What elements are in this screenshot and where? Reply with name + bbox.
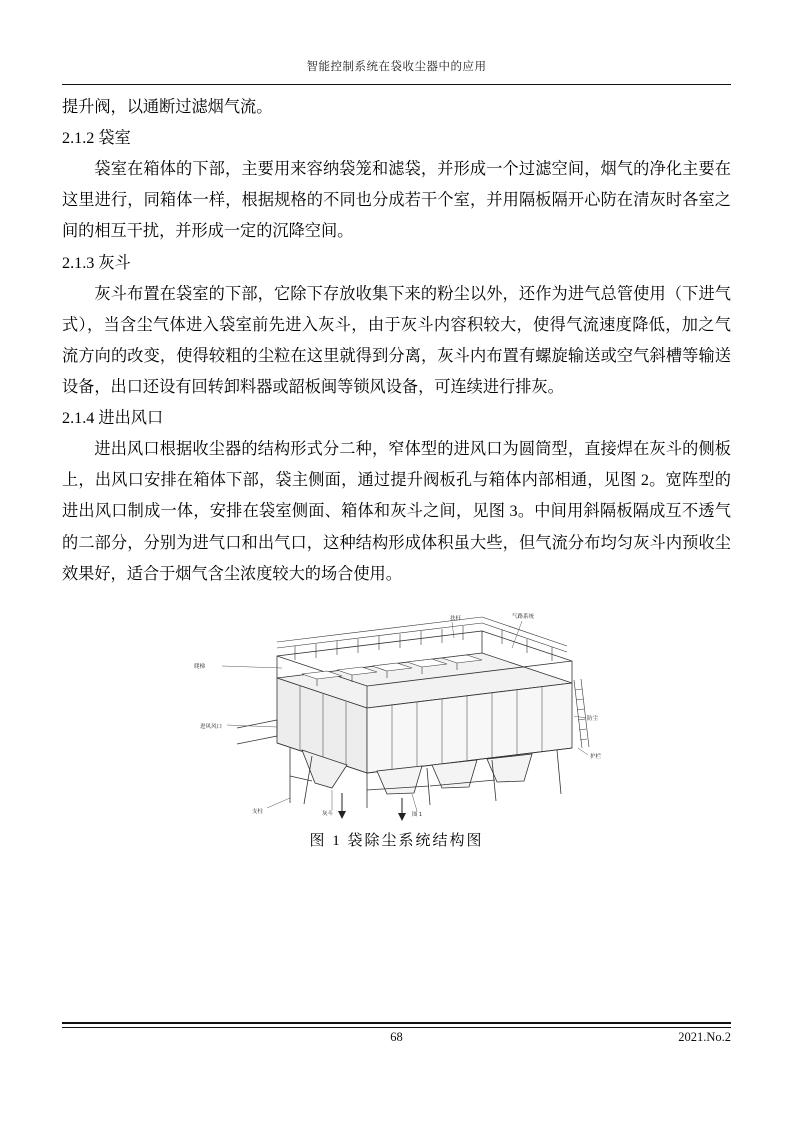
label-handrail-top: 扶杆 xyxy=(449,615,461,622)
label-column: 支柱 xyxy=(251,808,263,815)
label-hopper: 灰斗 xyxy=(321,810,333,817)
running-header: 智能控制系统在袋收尘器中的应用 xyxy=(306,61,487,73)
section-heading-2-1-2: 2.1.2 袋室 xyxy=(62,129,131,148)
label-ladder: 爬梯 xyxy=(193,663,205,670)
issue-label: 2021.No.2 xyxy=(678,1030,731,1044)
page-body xyxy=(62,92,731,856)
label-pipeline-system: 气路系统 xyxy=(511,613,534,620)
paragraph-6: 进出风口根据收尘器的结构形式分二种，窄体型的进风口为圆筒型，直接焊在灰斗的侧板上，出风口安排在箱体下部，袋主侧面，通过提升阀板孔与箱体内部相通，见图 2。宽阵型的进出风口制成一体，安排在袋室侧面、箱体和灰斗之间，见图 3。中间用斜隔板隔成互不透气的二部分，分别为进气口和出气口，这种结构形成体积虽大些，但气流分布均匀灰斗内预收尘效果好，适合于烟气含尘浓度较大的场合使用。 xyxy=(62,440,731,583)
figure-caption: 图 1 袋除尘系统结构图 xyxy=(309,832,484,849)
baghouse-structure-diagram xyxy=(182,608,612,823)
section-heading-2-1-4: 2.1.4 进出风口 xyxy=(62,409,164,428)
label-handrail-right: 护栏 xyxy=(589,753,601,760)
paragraph-2: 袋室在箱体的下部，主要用来容纳袋笼和滤袋，并形成一个过滤空间，烟气的净化主要在这里进行，同箱体一样，根据规格的不同也分成若干个室，并用隔板隔开心防在清灰时各室之间的相互干扰，并形成一定的沉降空间。 xyxy=(62,160,731,241)
paragraph-4: 灰斗布置在袋室的下部，它除下存放收集下来的粉尘以外，还作为进气总管使用（下进气式），当含尘气体进入袋室前先进入灰斗，由于灰斗内容积较大，使得气流速度降低，加之气流方向的改变，使得较粗的尘粒在这里就得到分离，灰斗内布置有螺旋输送或空气斜槽等输送设备，出口还设有回转卸料器或韶板闽等锁风设备，可连续进行排灰。 xyxy=(62,284,731,396)
label-inlet: 进风风口 xyxy=(199,723,222,730)
section-heading-2-1-3: 2.1.3 灰斗 xyxy=(62,253,131,272)
header-divider xyxy=(62,84,731,85)
page-number: 68 xyxy=(390,1030,403,1044)
paragraph-0: 提升阀，以通断过滤烟气流。 xyxy=(62,98,273,116)
figure-1 xyxy=(62,608,731,856)
label-figure-marker: 图 1 xyxy=(411,811,422,818)
footer-divider xyxy=(62,1022,731,1028)
label-support-right: 防尘 xyxy=(586,715,598,722)
